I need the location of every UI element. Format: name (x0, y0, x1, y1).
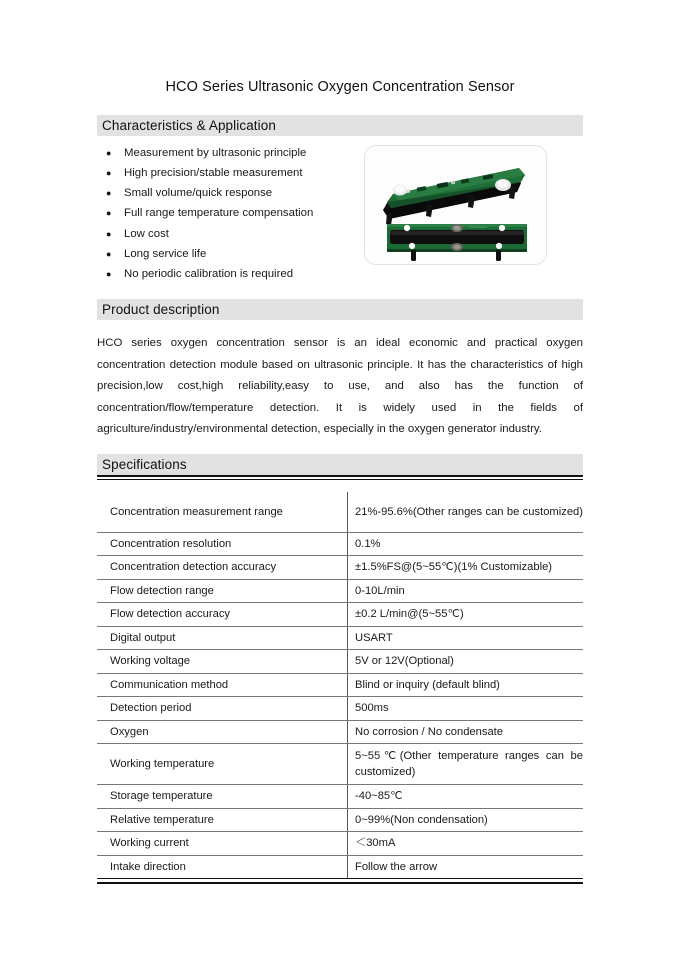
spec-parameter-cell: Concentration resolution (97, 532, 348, 556)
product-description-text: HCO series oxygen concentration sensor is an ideal economic and practical oxygen concentration detection module based on ultrasonic principle. It has the characteristics of high precision,low cost,high reliability,easy to use, and also has the function of concentration/flow/temperature detection. It is widely used in the fields of agriculture/industry/environmental detection, especially in the oxygen generator industry. (97, 337, 583, 436)
list-item-label: Long service life (124, 247, 207, 260)
table-row (97, 744, 583, 785)
specifications-section (97, 454, 583, 884)
list-item (106, 266, 347, 284)
spec-value-cell: Blind or inquiry (default blind) (348, 673, 584, 697)
list-item-label: High precision/stable measurement (124, 167, 303, 180)
bullet-icon: ● (106, 168, 112, 179)
spec-parameter-cell: Flow detection range (97, 579, 348, 603)
list-item-label: No periodic calibration is required (124, 267, 294, 280)
table-row (97, 720, 583, 744)
bullet-icon: ● (106, 268, 112, 279)
spec-parameter-cell: Digital output (97, 626, 348, 650)
spec-parameter-cell: Concentration detection accuracy (97, 556, 348, 580)
spec-parameter-cell: Working voltage (97, 650, 348, 674)
spec-parameter-cell: Concentration measurement range (97, 492, 348, 533)
bullet-icon: ● (106, 188, 112, 199)
spec-value-cell: USART (348, 626, 584, 650)
spec-value-cell: ＜30mA (348, 832, 584, 856)
list-item (106, 205, 347, 223)
characteristics-list (97, 145, 347, 286)
spec-parameter-cell: Detection period (97, 697, 348, 721)
table-row (97, 855, 583, 878)
bullet-icon: ● (106, 208, 112, 219)
table-top-rule (97, 475, 583, 480)
list-item (106, 185, 347, 203)
spec-value-cell: 21%-95.6%(Other ranges can be customized) (348, 492, 584, 533)
product-photo-illustration (365, 146, 546, 264)
list-item-label: Full range temperature compensation (124, 207, 314, 220)
list-item-label: Small volume/quick response (124, 187, 273, 200)
spec-value-cell: -40~85℃ (348, 785, 584, 809)
table-row (97, 785, 583, 809)
spec-value-cell: 500ms (348, 697, 584, 721)
spec-value-cell: 5~55℃(Other temperature ranges can be customized) (348, 744, 584, 785)
list-item (106, 246, 347, 264)
table-row (97, 603, 583, 627)
product-description-section (97, 299, 583, 441)
spec-value-cell: ±0.2 L/min@(5~55℃) (348, 603, 584, 627)
list-item-label: Low cost (124, 227, 169, 240)
table-row (97, 650, 583, 674)
table-row (97, 492, 583, 533)
table-row (97, 626, 583, 650)
table-row (97, 832, 583, 856)
spec-parameter-cell: Flow detection accuracy (97, 603, 348, 627)
table-row (97, 556, 583, 580)
table-row (97, 673, 583, 697)
section-heading-product-description: Product description (97, 299, 583, 320)
bullet-icon: ● (106, 147, 112, 158)
characteristics-block (97, 145, 583, 286)
spec-value-cell: No corrosion / No condensate (348, 720, 584, 744)
list-item-label: Measurement by ultrasonic principle (124, 146, 307, 159)
page-title: HCO Series Ultrasonic Oxygen Concentration Sensor (165, 79, 515, 95)
spec-value-cell: 0~99%(Non condensation) (348, 808, 584, 832)
spec-parameter-cell: Working temperature (97, 744, 348, 785)
spec-value-cell: 0-10L/min (348, 579, 584, 603)
table-row (97, 808, 583, 832)
spec-value-cell: ±1.5%FS@(5~55℃)(1% Customizable) (348, 556, 584, 580)
list-item (106, 165, 347, 183)
list-item (106, 226, 347, 244)
section-heading-specifications: Specifications (97, 454, 583, 475)
page-content (97, 78, 583, 884)
table-row (97, 697, 583, 721)
table-row (97, 579, 583, 603)
spec-parameter-cell: Communication method (97, 673, 348, 697)
spec-value-cell: 0.1% (348, 532, 584, 556)
bullet-icon: ● (106, 248, 112, 259)
spec-value-cell: Follow the arrow (355, 860, 438, 873)
specifications-table (97, 492, 583, 879)
spec-parameter-cell: Relative temperature (97, 808, 348, 832)
spec-parameter-cell: Oxygen (97, 720, 348, 744)
table-bottom-rule (97, 878, 583, 883)
spec-parameter-cell: Working current (97, 832, 348, 856)
bullet-icon: ● (106, 228, 112, 239)
section-heading-characteristics: Characteristics & Application (97, 115, 583, 136)
table-row (97, 532, 583, 556)
product-photo (364, 145, 547, 265)
spec-value-cell: 5V or 12V(Optional) (348, 650, 584, 674)
list-item (106, 145, 347, 163)
spec-parameter-cell: Storage temperature (97, 785, 348, 809)
spec-parameter-cell: Intake direction (97, 855, 348, 878)
